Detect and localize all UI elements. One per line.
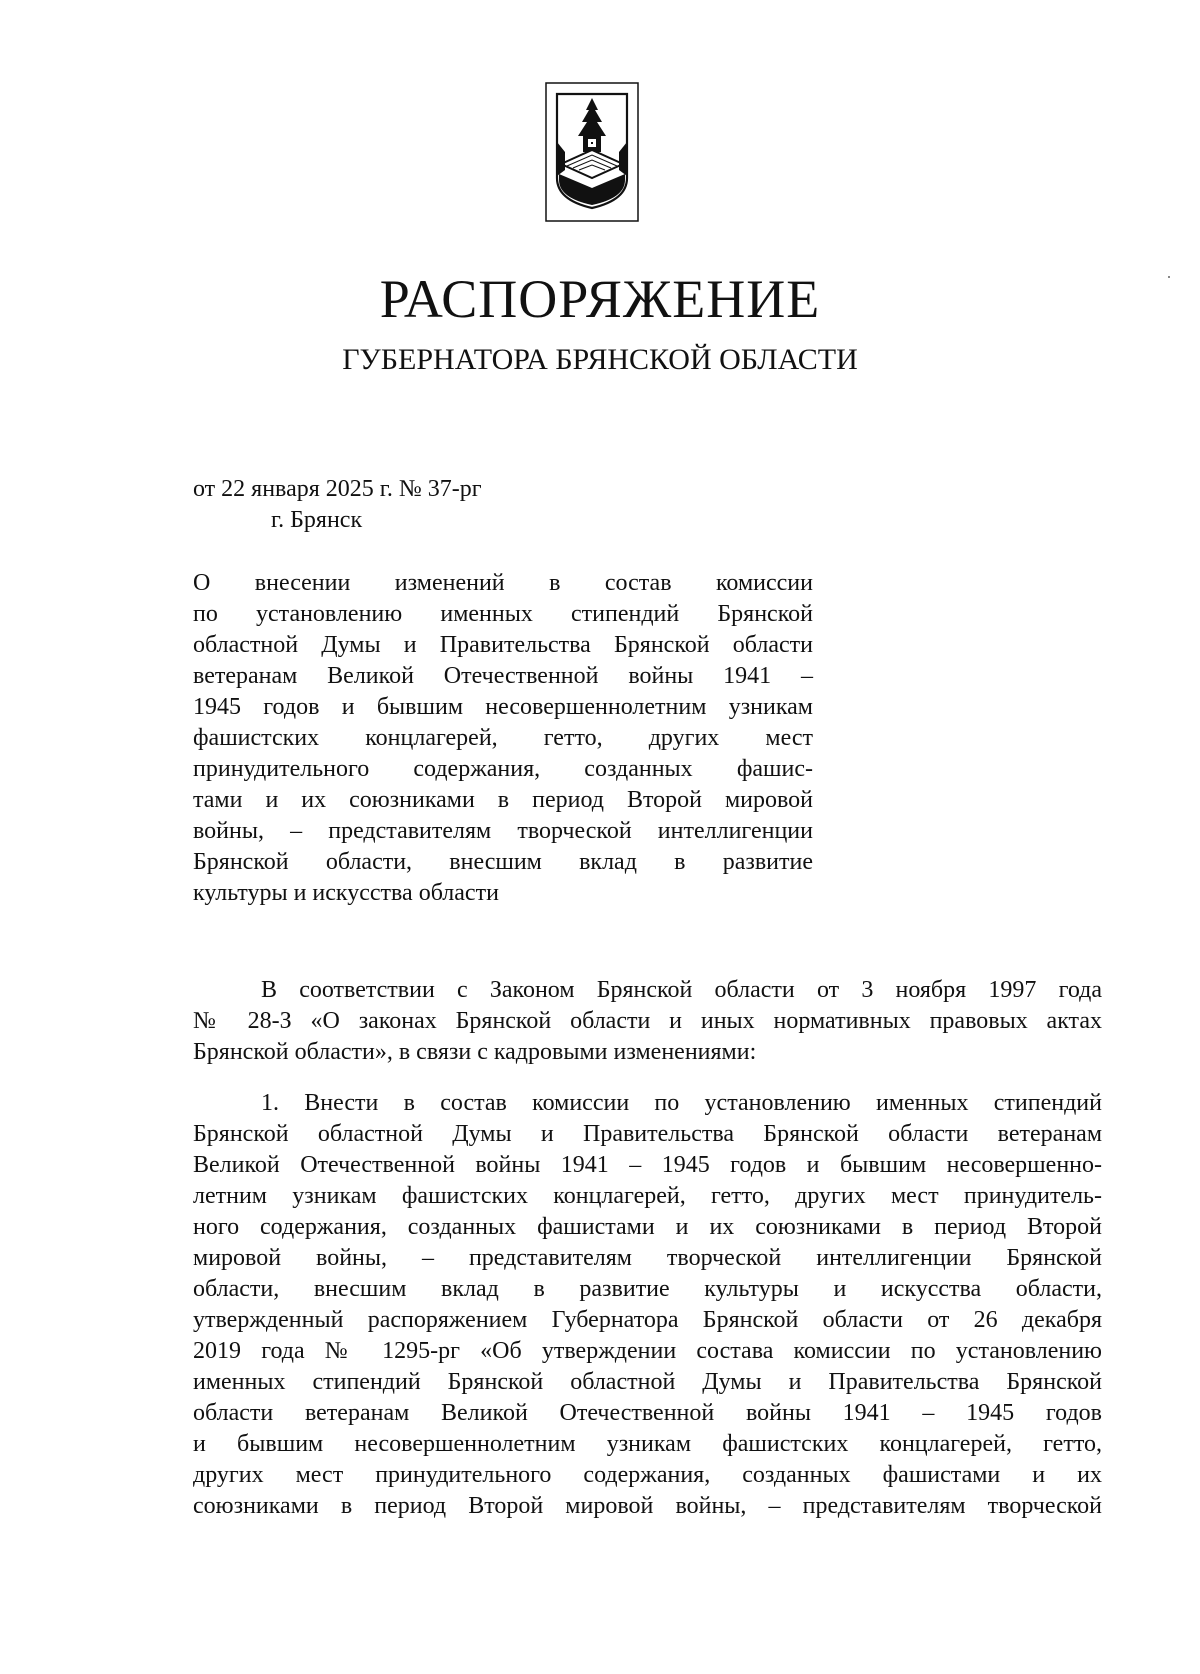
paragraph-gap bbox=[193, 1068, 1102, 1088]
scan-artifact bbox=[1168, 276, 1170, 278]
coat-of-arms-emblem bbox=[545, 82, 639, 222]
item-line: Брянской областной Думы и Правительства Брянской области ветеранам bbox=[193, 1121, 1102, 1147]
subject-line: принудительного содержания, созданных фашис- bbox=[193, 756, 813, 782]
subject-line: тами и их союзниками в период Второй мировой bbox=[193, 787, 813, 813]
subject-line: О внесении изменений в состав комиссии bbox=[193, 570, 813, 596]
subject-line: областной Думы и Правительства Брянской области bbox=[193, 632, 813, 658]
preamble-line: В соответствии с Законом Брянской области от 3 ноября 1997 года bbox=[261, 977, 1102, 1003]
preamble-line: Брянской области», в связи с кадровыми изменениями: bbox=[193, 1039, 757, 1065]
item-line: мировой войны, – представителям творческой интеллигенции Брянской bbox=[193, 1245, 1102, 1271]
item-line: 1. Внести в состав комиссии по установлению именных стипендий bbox=[261, 1090, 1102, 1116]
preamble-line: № 28-З «О законах Брянской области и иных нормативных правовых актах bbox=[193, 1008, 1102, 1034]
item-line: именных стипендий Брянской областной Думы и Правительства Брянской bbox=[193, 1369, 1102, 1395]
item-line: Великой Отечественной войны 1941 – 1945 годов и бывшим несовершенно- bbox=[193, 1152, 1102, 1178]
item-line: 2019 года № 1295-рг «Об утверждении состава комиссии по установлению bbox=[193, 1338, 1102, 1364]
subject-line: Брянской области, внесшим вклад в развитие bbox=[193, 849, 813, 875]
document-subtitle: ГУБЕРНАТОРА БРЯНСКОЙ ОБЛАСТИ bbox=[342, 343, 858, 376]
subject-line: ветеранам Великой Отечественной войны 1941 – bbox=[193, 663, 813, 689]
subject-line: по установлению именных стипендий Брянской bbox=[193, 601, 813, 627]
item-line: других мест принудительного содержания, созданных фашистами и их bbox=[193, 1462, 1102, 1488]
item-line: летним узникам фашистских концлагерей, гетто, других мест принудитель- bbox=[193, 1183, 1102, 1209]
subject-line: фашистских концлагерей, гетто, других мест bbox=[193, 725, 813, 751]
item-line: союзниками в период Второй мировой войны, – представителям творческой bbox=[193, 1493, 1102, 1519]
document-body bbox=[193, 975, 1102, 1522]
document-city: г. Брянск bbox=[271, 507, 363, 533]
item-line: ного содержания, созданных фашистами и их союзниками в период Второй bbox=[193, 1214, 1102, 1240]
subject-line: войны, – представителям творческой интеллигенции bbox=[193, 818, 813, 844]
item-line: области ветеранам Великой Отечественной войны 1941 – 1945 годов bbox=[193, 1400, 1102, 1426]
document-title: РАСПОРЯЖЕНИЕ bbox=[379, 269, 821, 329]
document-subject bbox=[193, 568, 813, 909]
item-line: области, внесшим вклад в развитие культуры и искусства области, bbox=[193, 1276, 1102, 1302]
document-date-number: от 22 января 2025 г. № 37-рг bbox=[193, 476, 482, 502]
subject-line: культуры и искусства области bbox=[193, 880, 499, 906]
coat-of-arms-icon bbox=[545, 82, 639, 222]
subject-line: 1945 годов и бывшим несовершеннолетним узникам bbox=[193, 694, 813, 720]
item-line: и бывшим несовершеннолетним узникам фашистских концлагерей, гетто, bbox=[193, 1431, 1102, 1457]
item-line: утвержденный распоряжением Губернатора Брянской области от 26 декабря bbox=[193, 1307, 1102, 1333]
